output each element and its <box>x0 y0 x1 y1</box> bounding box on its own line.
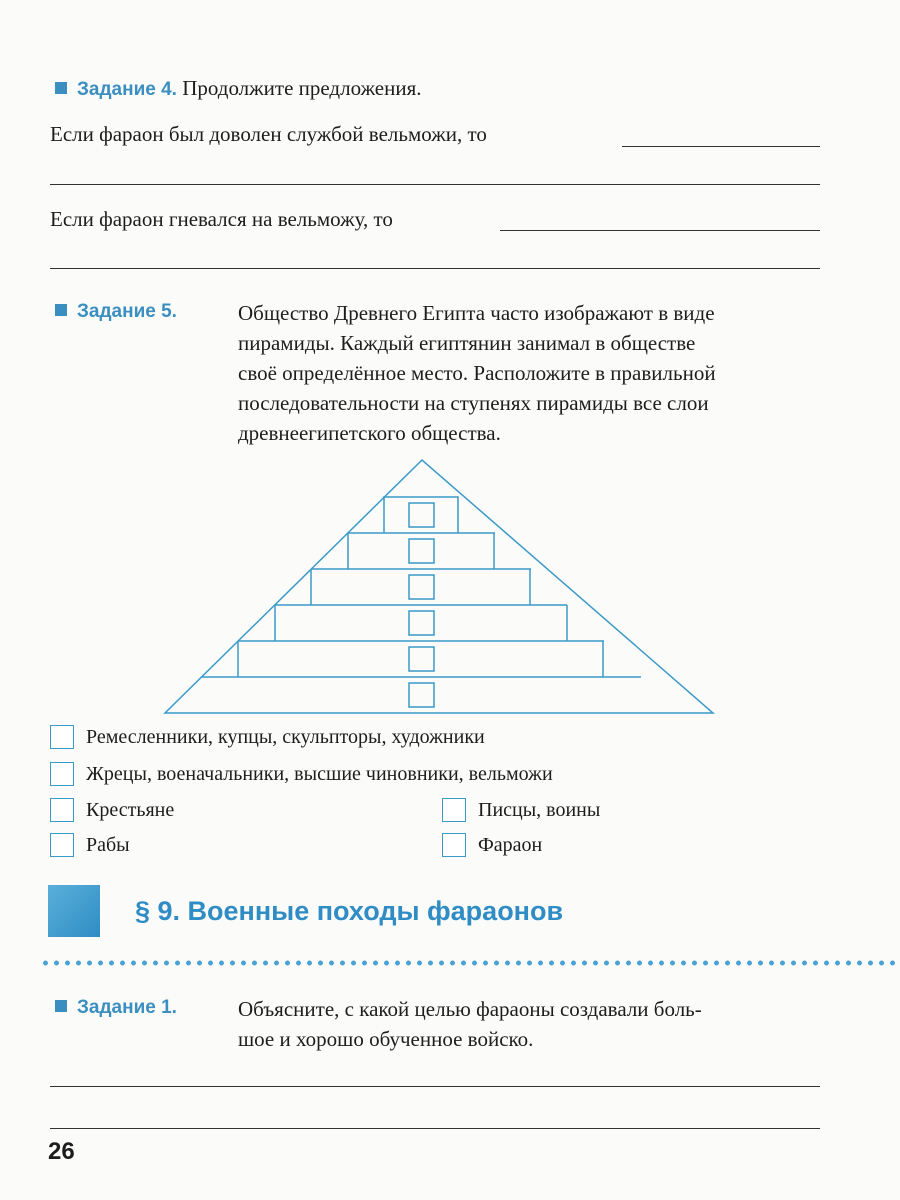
text-line: Объясните, с какой целью фараоны создавали боль- <box>238 997 702 1021</box>
pyramid-outline <box>165 460 713 713</box>
prompt-2: Если фараон гневался на вельможу, то <box>50 207 393 231</box>
section-title: § 9. Военные походы фараонов <box>135 896 564 926</box>
pyramid-steps <box>201 497 641 677</box>
option-label: Писцы, воины <box>478 799 601 821</box>
text-line: последовательности на ступенях пирамиды все слои <box>238 391 709 415</box>
text-line: своё определённое место. Расположите в правильной <box>238 361 716 385</box>
section-people-icon <box>48 885 100 937</box>
prompt-1: Если фараон был доволен службой вельможи, то <box>50 122 487 146</box>
answer-line[interactable] <box>50 1086 820 1087</box>
option-label: Фараон <box>478 834 543 856</box>
option-checkbox[interactable] <box>442 798 466 822</box>
text-line: древнеегипетского общества. <box>238 421 501 445</box>
task-label: Задание 1. <box>77 997 177 1018</box>
option-checkbox[interactable] <box>50 725 74 749</box>
answer-line[interactable] <box>50 1128 820 1129</box>
option-checkbox[interactable] <box>442 833 466 857</box>
text-line: Общество Древнего Египта часто изображают в виде <box>238 301 715 325</box>
option-checkbox[interactable] <box>50 833 74 857</box>
text-line: пирамиды. Каждый египтянин занимал в обществе <box>238 331 696 355</box>
option-label: Крестьяне <box>86 799 175 821</box>
task1-heading <box>55 994 177 1019</box>
option-label: Жрецы, военачальники, высшие чиновники, вельможи <box>86 763 553 785</box>
option-label: Ремесленники, купцы, скульпторы, художники <box>86 726 485 748</box>
task1-text <box>238 994 702 1054</box>
task-label: Задание 4. <box>77 79 177 100</box>
option-checkbox[interactable] <box>50 798 74 822</box>
task-text: Продолжите предложения. <box>182 76 422 100</box>
page-number: 26 <box>48 1138 75 1165</box>
task-label: Задание 5. <box>77 301 177 322</box>
option-label: Рабы <box>86 834 130 856</box>
text-line: шое и хорошо обученное войско. <box>238 1027 534 1051</box>
option-checkbox[interactable] <box>50 762 74 786</box>
dotted-divider <box>40 960 900 966</box>
